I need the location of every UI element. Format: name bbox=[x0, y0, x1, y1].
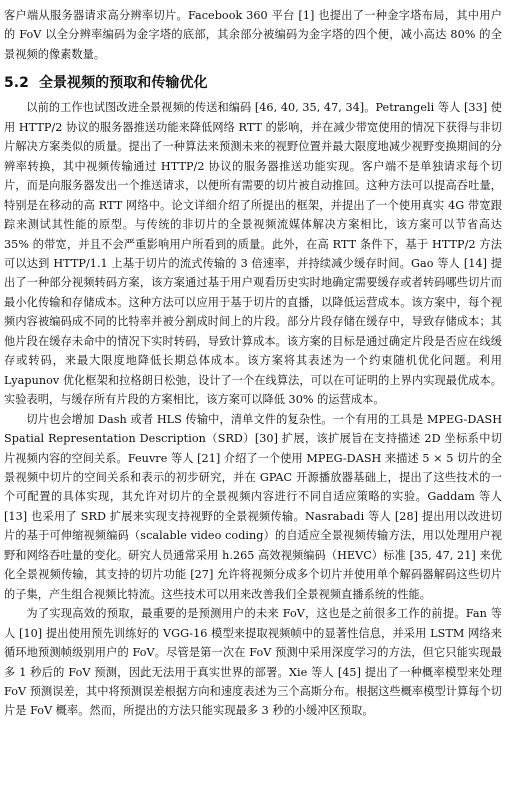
intro-paragraph: 客户端从服务器请求高分辨率切片。Facebook 360 平台 [1] 也提出了一种金字塔布局，其中用户的 FoV 以全分辨率编码为金字塔的底部，其余部分被编码为金字塔的四个便，减小高达 80% 的全景视频的像素数量。 bbox=[4, 9, 502, 61]
section-title: 全景视频的预取和传输优化 bbox=[38, 75, 208, 92]
section-number: 5.2 bbox=[4, 75, 29, 92]
body-paragraph-2: 切片也会增加 Dash 或者 HLS 传输中，清单文件的复杂性。一个有用的工具是 MPEG-DASH Spatial Representation Description（SRD）[30] 扩展，该扩展旨在支持描述 2D 坐标系中切片视频内容的空间关系。Feuvre 等人 [21] 介绍了一个使用 MPEG-DASH 来描述 5 × 5 切片的全景视频中切片的空间关系和表示的初步研究，并在 GPAC 开源播放器基础上，提出了这些技术的一个可配置的具体实现，其允许对切片的全景视频内容进行不同自适应策略的实验。Gaddam 等人 [13] 也采用了 SRD 扩展来实现支持视野的全景视频传输。Nasrabadi 等人 [28] 提出用以改进切片的基于可伸缩视频编码（scalable video coding）的自适应全景视频传输方法，用以处理用户视野和网络吞吐量的变化。研究人员通常采用 h.265 高效视频编码（HEVC）标准 [35, 47, 21] 来优化全景视频传输，其支持的切片功能 [27] 允许将视频分成多个切片并使用单个解码器解码这些切片的子集，产生组合视频比特流。这些技术可以用来改善我们全景视频直播系统的性能。 bbox=[4, 412, 502, 601]
body-paragraph-3: 为了实现高效的预取，最重要的是预测用户的未来 FoV，这也是之前很多工作的前提。Fan 等人 [10] 提出使用预先训练好的 VGG-16 模型来提取视频帧中的显著性信息，并采用 LSTM 网络来循环地预测帧级别用户的 FoV。尽管是第一次在 FoV 预测中采用深度学习的方法，但它只能实现最多 1 秒后的 FoV 预测，因此无法用于真实世界的部署。Xie 等人 [45] 提出了一种概率模型来处理 FoV 预测误差，其中将预测误差根据方向和速度表述为三个高斯分布。根据这些概率模型计算每个切片是 FoV 概率。然而，所提出的方法只能实现最多 3 秒的小缓冲区预取。 bbox=[4, 607, 502, 718]
body-paragraph-1: 以前的工作也试图改进全景视频的传送和编码 [46, 40, 35, 47, 34]。Petrangeli 等人 [33] 使用 HTTP/2 协议的服务器推送功能来降低网络 RTT 的影响，并在减少带宽使用的情况下获得与非切片解决方案类似的质量。提出了一种算法来预测未来的视野位置并最大限度地减少视野变换期间的分辨率转换，其中视频传输通过 HTTP/2 协议的服务器推送功能实现。客户端不是单独请求每个切片，而是向服务器发出一个推送请求，以便所有需要的切片被自动推回。这种方法可以提高吞吐量，特别是在移动的高 RTT 网络中。论文详细介绍了所提出的框架，并提出了一个使用真实 4G 带宽跟踪来测试其性能的原型。与传统的非切片的全景视频流媒体解决方案相比，该方案可以节省高达 35% 的带宽，并且不会严重影响用户所看到的质量。此外，在高 RTT 条件下，基于 HTTP/2 方法可以达到 HTTP/1.1 上基于切片的流式传输的 3 倍速率，并持续减少缓存时间。Gao 等人 [14] 提出了一种部分视频转码方案，该方案通过基于用户观看历史实时地确定需要缓存或者转码哪些切片而最小化传输和存储成本。这种方法可以应用于基于切片的直播，以降低运营成本。该方案中，每个视频内容被编码成不同的比特率并被分割成时间上的片段。部分片段存储在缓存中，导致存储成本；其他片段在缓存未命中的情况下实时转码，导致计算成本。该方案的目标是通过确定片段是否应在线缓存或转码，来最大限度地降低长期总体成本。该方案将其表述为一个约束随机优化问题。利用 Lyapunov 优化框架和拉格朗日松弛，设计了一个在线算法，可以在可证明的上界内实现最优成本。实验表明，与缓存所有片段的方案相比，该方案可以降低 30% 的运营成本。 bbox=[4, 101, 502, 407]
section-heading bbox=[4, 70, 502, 96]
